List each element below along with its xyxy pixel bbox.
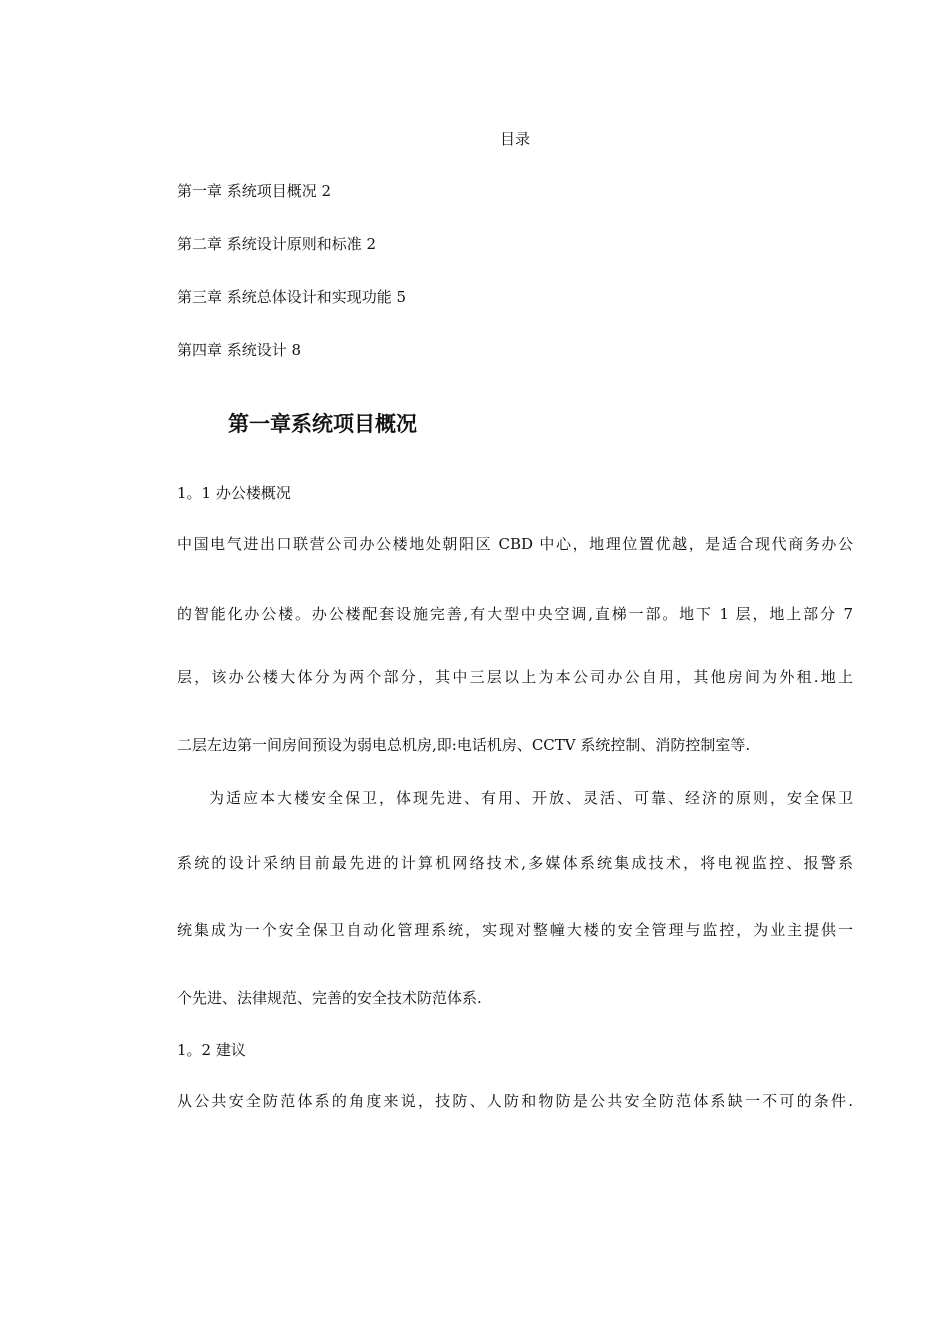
toc-item-chapter-3: 第三章 系统总体设计和实现功能 5 [177, 288, 407, 306]
section-1-1-para-2-line-4: 个先进、法律规范、完善的安全技术防范体系. [177, 989, 482, 1007]
toc-item-chapter-2: 第二章 系统设计原则和标准 2 [177, 235, 377, 253]
toc-item-chapter-4: 第四章 系统设计 8 [177, 341, 302, 359]
section-1-1-para-1-line-3: 层，该办公楼大体分为两个部分，其中三层以上为本公司办公自用，其他房间为外租.地上 [177, 668, 853, 686]
section-1-1-para-2-line-3: 统集成为一个安全保卫自动化管理系统，实现对整幢大楼的安全管理与监控，为业主提供一 [177, 921, 853, 939]
section-1-2-heading: 1。2 建议 [177, 1041, 246, 1059]
section-1-1-para-1-line-2: 的智能化办公楼。办公楼配套设施完善,有大型中央空调,直梯一部。地下 1 层，地上部分 7 [177, 605, 853, 623]
section-1-1-para-1-line-4: 二层左边第一间房间预设为弱电总机房,即:电话机房、CCTV 系统控制、消防控制室等. [177, 736, 751, 754]
section-1-1-heading: 1。1 办公楼概况 [177, 484, 291, 502]
section-1-1-para-2-line-2: 系统的设计采纳目前最先进的计算机网络技术,多媒体系统集成技术，将电视监控、报警系 [177, 854, 853, 872]
chapter-1-heading: 第一章系统项目概况 [228, 412, 417, 436]
section-1-1-para-1-line-1: 中国电气进出口联营公司办公楼地处朝阳区 CBD 中心，地理位置优越，是适合现代商务办公 [177, 535, 853, 553]
toc-title: 目录 [499, 130, 530, 148]
toc-item-chapter-1: 第一章 系统项目概况 2 [177, 182, 332, 200]
section-1-1-para-2-line-1: 为适应本大楼安全保卫，体现先进、有用、开放、灵活、可靠、经济的原则，安全保卫 [209, 789, 853, 807]
section-1-2-para-1-line-1: 从公共安全防范体系的角度来说，技防、人防和物防是公共安全防范体系缺一不可的条件. [177, 1092, 853, 1110]
